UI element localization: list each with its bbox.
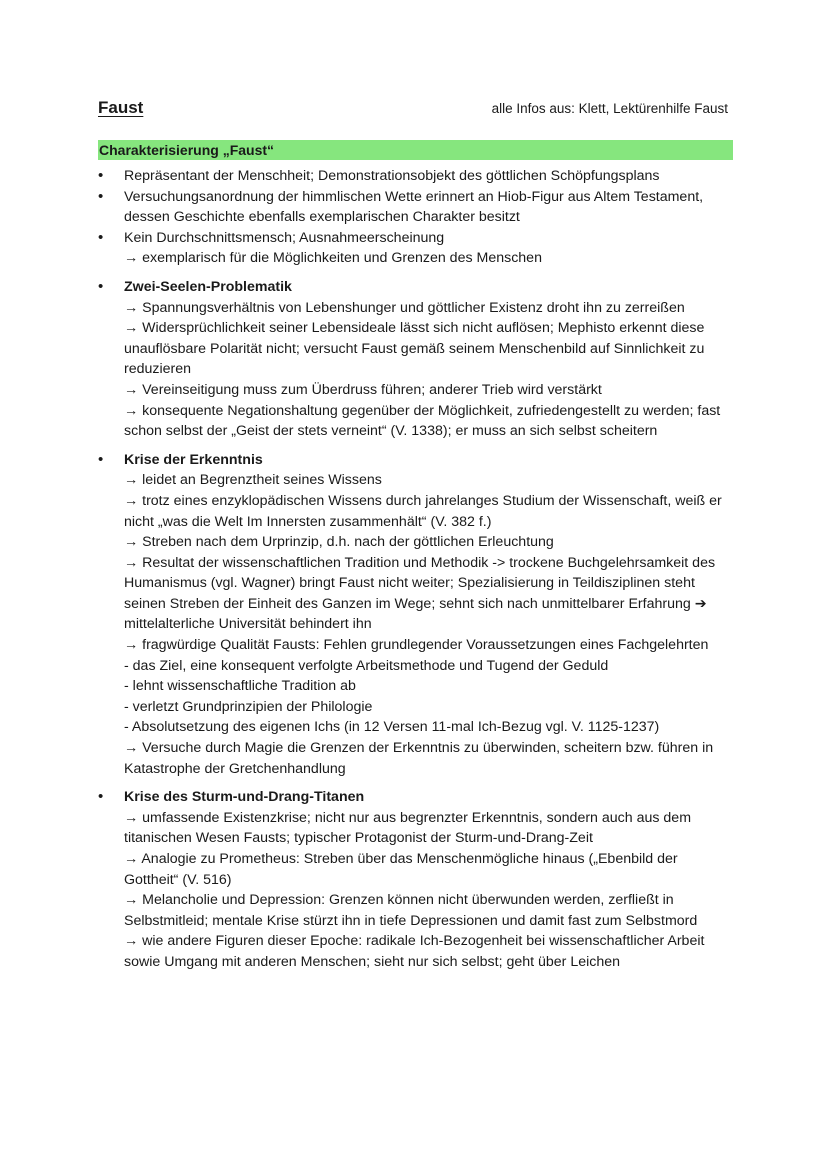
bullet-line: • Kein Durchschnittsmensch; Ausnahmeerscheinung xyxy=(124,229,445,246)
source-note: alle Infos aus: Klett, Lektürenhilfe Faust xyxy=(491,101,728,116)
bullet-line: → fragwürdige Qualität Fausts: Fehlen grundlegender Voraussetzungen eines Fachgelehrten xyxy=(124,637,709,654)
bullet-title: • Zwei-Seelen-Problematik xyxy=(124,278,292,295)
bullet-line: → Vereinseitigung muss zum Überdruss führen; anderer Trieb wird verstärkt xyxy=(124,381,602,398)
bullet-item-exceptional xyxy=(98,228,734,269)
bullet-item-titan-crisis xyxy=(98,787,734,972)
bullet-line: → konsequente Negationshaltung gegenüber der Möglichkeit, zufriedengestellt zu werden; fast schon selbst der „Geist der stets verneint“ (V. 1338); er muss an sich selbst scheitern xyxy=(124,402,721,440)
bullet-line: - das Ziel, eine konsequent verfolgte Arbeitsmethode und Tugend der Geduld xyxy=(124,657,609,674)
bullet-line: • Repräsentant der Menschheit; Demonstrationsobjekt des göttlichen Schöpfungsplans xyxy=(124,168,660,184)
bullet-line: → exemplarisch für die Möglichkeiten und Grenzen des Menschen xyxy=(124,250,542,267)
bullet-line: → leidet an Begrenztheit seines Wissens xyxy=(124,472,382,489)
bullet-line: → Analogie zu Prometheus: Streben über das Menschenmögliche hinaus („Ebenbild der Gottheit“ (V. 516) xyxy=(124,851,678,888)
bullet-item-two-souls xyxy=(98,277,734,442)
bullet-line: → trotz eines enzyklopädischen Wissens durch jahrelanges Studium der Wissenschaft, weiß er nicht „was die Welt Im Innersten zusammenhält“ (V. 382 f.) xyxy=(124,492,722,530)
bullet-line: → Melancholie und Depression: Grenzen können nicht überwunden werden, zerfließt in Selbstmitleid; mentale Krise stürzt ihn in tiefe Depressionen und damit fast zum Selbstmord xyxy=(124,892,698,929)
bullet-item-wager xyxy=(98,187,734,228)
bullet-line: → Spannungsverhältnis von Lebenshunger und göttlicher Existenz droht ihn zu zerreißen xyxy=(124,299,685,316)
document-title: Faust xyxy=(98,98,144,117)
bullet-line: - verletzt Grundprinzipien der Philologie xyxy=(124,698,373,715)
bullet-line: • Versuchungsanordnung der himmlischen Wette erinnert an Hiob-Figur aus Altem Testament, dessen Geschichte ebenfalls exemplarischen Charakter besitzt xyxy=(124,188,704,226)
bullet-line: → Versuche durch Magie die Grenzen der Erkenntnis zu überwinden, scheitern bzw. führen in Katastrophe der Gretchenhandlung xyxy=(124,740,714,777)
bullet-list xyxy=(98,166,734,973)
bullet-line: → umfassende Existenzkrise; nicht nur aus begrenzter Erkenntnis, sondern auch aus dem titanischen Wesen Fausts; typischer Protagonist der Sturm-und-Drang-Zeit xyxy=(124,809,692,847)
bullet-line: - lehnt wissenschaftliche Tradition ab xyxy=(124,678,356,695)
bullet-item-knowledge-crisis xyxy=(98,450,734,780)
bullet-line: → Widersprüchlichkeit seiner Lebensideale lässt sich nicht auflösen; Mephisto erkennt diese unauflösbare Polarität nicht; versucht Faust gemäß seinem Menschenbild auf Sinnlichkeit zu reduzieren xyxy=(124,320,705,378)
document-page xyxy=(98,98,734,973)
bullet-line: → Streben nach dem Urprinzip, d.h. nach der göttlichen Erleuchtung xyxy=(124,534,554,551)
section-heading: Charakterisierung „Faust“ xyxy=(98,140,733,160)
bullet-title: • Krise des Sturm-und-Drang-Titanen xyxy=(124,789,365,806)
bullet-line: → Resultat der wissenschaftlichen Tradition und Methodik -> trockene Buchgelehrsamkeit des Humanismus (vgl. Wagner) bringt Faust nicht weiter; Spezialisierung in Teildisziplinen steht seinen Streben der Einheit des Ganzen im Wege; sehnt sich nach unmittelbarer Erfahrung ➔ mittelalterliche Universität behindert ihn xyxy=(124,554,716,633)
bullet-item-representative xyxy=(98,166,734,187)
bullet-line: → wie andere Figuren dieser Epoche: radikale Ich-Bezogenheit bei wissenschaftlicher Arbeit sowie Umgang mit anderen Menschen; sieht nur sich selbst; geht über Leichen xyxy=(124,933,705,970)
document-header xyxy=(98,98,734,128)
bullet-title: • Krise der Erkenntnis xyxy=(124,451,263,468)
bullet-line: - Absolutsetzung des eigenen Ichs (in 12 Versen 11-mal Ich-Bezug vgl. V. 1125-1237) xyxy=(124,719,660,736)
